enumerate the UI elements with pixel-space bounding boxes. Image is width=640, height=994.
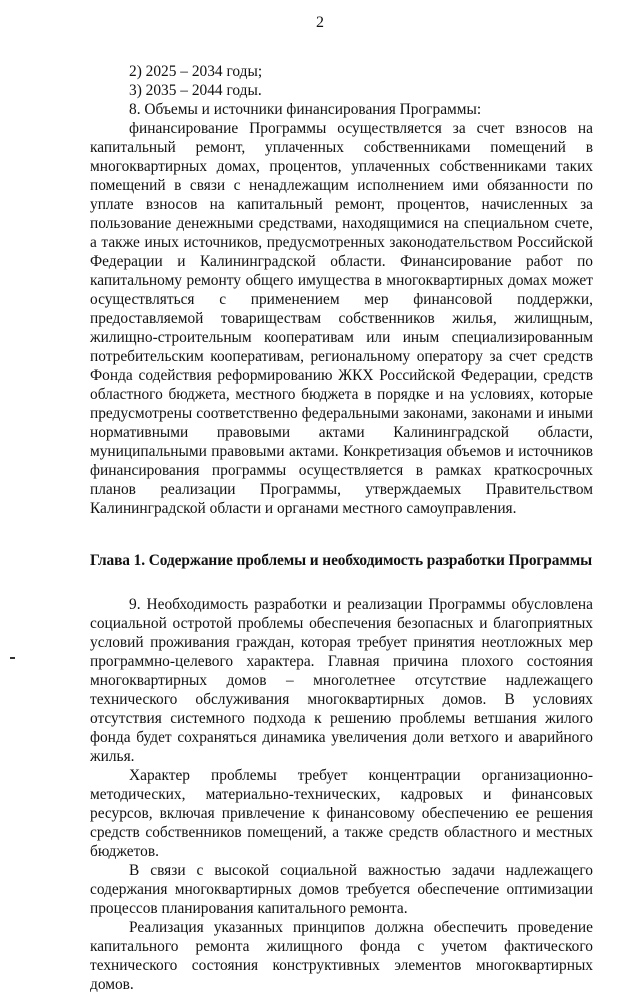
chapter-1-paragraph: В связи с высокой социальной важностью задачи надлежащего содержания многоквартирных домов требуется обеспечение оптимизации процессов планирования капитального ремонта. [90, 862, 593, 917]
list-item: 2) 2025 – 2034 годы; [129, 63, 263, 80]
chapter-1-title: Глава 1. Содержание проблемы и необходимость разработки Программы [90, 552, 593, 569]
document-body [90, 62, 593, 994]
section-8-paragraph: финансирование Программы осуществляется за счет взносов на капитальный ремонт, уплаченных собственниками помещений в многоквартирных домах, процентов, уплаченных собственниками таких помещений в связи с ненадлежащим исполнением ими обязанности по уплате взносов на капитальный ремонт, процентов, начисленных за пользование денежными средствами, находящимися на специальном счете, а также иных источников, предусмотренных законодательством Российской Федерации и Калининградской области. Финансирование работ по капитальному ремонту общего имущества в многоквартирных домах может осуществляться с применением мер финансовой поддержки, предоставляемой товариществам собственников жилья, жилищным, жилищно-строительным кооперативам или иным специализированным потребительским кооперативам, региональному оператору за счет средств Фонда содействия реформированию ЖКХ Российской Федерации, средств областного бюджета, местного бюджета в порядке и на условиях, которые предусмотрены соответственно федеральными законами, законами и иными нормативными правовыми актами Калининградской области, муниципальными правовыми актами. Конкретизация объемов и источников финансирования программы осуществляется в рамках краткосрочных планов реализации Программы, утверждаемых Правительством Калининградской области и органами местного самоуправления. [90, 120, 593, 517]
list-item: 3) 2035 – 2044 годы. [129, 82, 262, 99]
chapter-1-paragraph: Характер проблемы требует концентрации организационно-методических, материально-технических, кадровых и финансовых ресурсов, включая привлечение к финансовому обеспечению ее решения средств собственников помещений, а также средств областного и местных бюджетов. [90, 767, 593, 860]
page-number: 2 [316, 14, 324, 31]
section-8-heading: 8. Объемы и источники финансирования Программы: [129, 101, 482, 118]
chapter-1-paragraph: Реализация указанных принципов должна обеспечить проведение капитального ремонта жилищного фонда с учетом фактического технического состояния конструктивных элементов многоквартирных домов. [90, 919, 593, 993]
chapter-1-paragraph: 9. Необходимость разработки и реализации Программы обусловлена социальной остротой проблемы обеспечения безопасных и благоприятных условий проживания граждан, которая требует принятия неотложных мер программно-целевого характера. Главная причина плохого состояния многоквартирных домов – многолетнее отсутствие надлежащего технического обслуживания многоквартирных домов. В условиях отсутствия системного подхода к решению проблемы ветшания жилого фонда будет сохраняться динамика увеличения доли ветхого и аварийного жилья. [90, 596, 593, 765]
margin-mark [10, 657, 15, 659]
